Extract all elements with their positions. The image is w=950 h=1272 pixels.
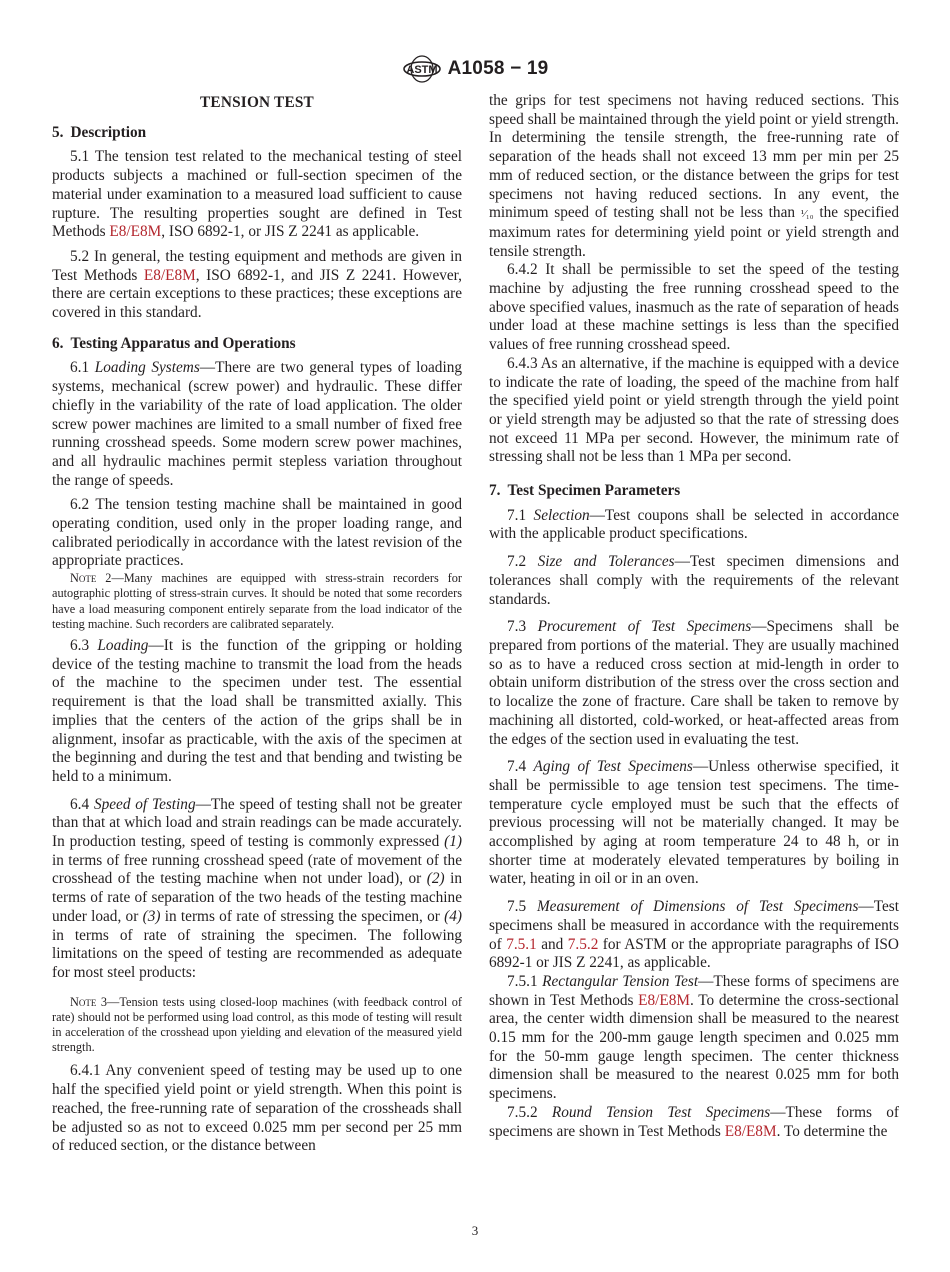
paragraph-7-2: 7.2 Size and Tolerances—Test specimen dimensions and tolerances shall comply with the requirements of the relevant standards. xyxy=(489,553,899,608)
paragraph-7-1: 7.1 Selection—Test coupons shall be selected in accordance with the applicable product specifications. xyxy=(489,506,899,543)
document-id: A1058 − 19 xyxy=(447,58,549,79)
paragraph-6-4-1: 6.4.1 Any convenient speed of testing may be used up to one half the specified yield point or yield strength. When this point is reached, the free-running rate of separation of the crossheads shall be adjusted so as not to exceed 0.025 mm per second per 25 mm of reduced section, or the distance between xyxy=(52,1062,462,1155)
page-number: 3 xyxy=(471,1223,479,1238)
paragraph-6-2: 6.2 The tension testing machine shall be maintained in good operating condition, used only in the proper loading range, and calibrated periodically in accordance with the latest revision of the appropriate practices. xyxy=(52,496,462,570)
paragraph-6-1: 6.1 Loading Systems—There are two general types of loading systems, mechanical (screw power) and hydraulic. These differ chiefly in the variability of the rate of load application. The older screw power machines are limited to a small number of fixed free running crosshead speeds. Some modern screw power machines, and all hydraulic machines permit stepless variation throughout the range of speeds. xyxy=(52,359,462,489)
right-column xyxy=(489,92,899,1141)
section-group-title: TENSION TEST xyxy=(200,94,314,111)
paragraph-6-4: 6.4 Speed of Testing—The speed of testing shall not be greater than that at which load and strain readings can be made accurately. In production testing, speed of testing is commonly expressed (1) in terms of free running crosshead speed (rate of movement of the crosshead of the testing machine when not under load), or (2) in terms of rate of separation of the two heads of the testing machine under load, or (3) in terms of rate of stressing the specimen, or (4) in terms of rate of straining the specimen. The following limitations on the speed of testing are recommended as adequate for most steel products: xyxy=(52,795,462,981)
paragraph-7-5-1: 7.5.1 Rectangular Tension Test—These forms of specimens are shown in Test Methods E8/E8M. To determine the cross-sectional area, the center width dimension shall be measured to the nearest 0.15 mm for the 200-mm gauge length specimen and 0.025 mm for the 50-mm gauge length specimen. The center thickness dimension shall be measured to the nearest 0.025 mm for both specimens. xyxy=(489,972,900,1103)
left-column xyxy=(52,92,462,1156)
link-7-5-1[interactable]: 7.5.1 xyxy=(506,935,537,953)
link-e8-e8m[interactable]: E8/E8M xyxy=(143,266,196,284)
paragraph-7-3: 7.3 Procurement of Test Specimens—Specimens shall be prepared from portions of the material. They are usually machined so as to have a reduced cross section at mid-length in order to obtain uniform distribution of the stress over the cross section and to localize the zone of fracture. Care shall be taken to remove by machining all distorted, cold-worked, or heat-affected areas from the edges of the section used in evaluating the test. xyxy=(489,618,899,748)
paragraph-5-1: 5.1 The tension test related to the mechanical testing of steel products subjects a machined or full-section specimen of the material under examination to a measured load sufficient to cause rupture. The resulting properties sought are defined in Test Methods E8/E8M, ISO 6892-1, or JIS Z 2241 as applicable. xyxy=(52,148,462,241)
astm-logo-icon xyxy=(402,54,442,84)
svg-text:ASTM: ASTM xyxy=(406,64,438,76)
paragraph-6-3: 6.3 Loading—It is the function of the gripping or holding device of the testing machine to transmit the load from the heads of the machine to the specimen under test. The essential requirement is that the load shall be transmitted axially. This implies that the centers of the action of the grips shall be in alignment, insofar as practicable, with the axis of the specimen at the beginning and during the test and that bending and twisting be held to a minimum. xyxy=(52,636,462,785)
link-7-5-2[interactable]: 7.5.2 xyxy=(567,935,599,953)
note-3: Note 3—Tension tests using closed-loop machines (with feedback control of rate) should not be performed using load control, as this mode of testing will result in acceleration of the crosshead upon yielding and elevation of the measured yield strength. xyxy=(52,994,462,1055)
note-2: Note 2—Many machines are equipped with stress-strain recorders for autographic plotting of stress-strain curves. It should be noted that some recorders have a load measuring component entirely separate from the load indicator of the testing machine. Such recorders are calibrated separately. xyxy=(52,571,462,631)
link-e8-e8m[interactable]: E8/E8M xyxy=(724,1122,777,1140)
paragraph-7-5-2: 7.5.2 Round Tension Test Specimens—These forms of specimens are shown in Test Methods E8/E8M. To determine the xyxy=(489,1103,899,1140)
paragraph-6-4-3: 6.4.3 As an alternative, if the machine is equipped with a device to indicate the rate of loading, the speed of the machine from half the specified yield point or yield strength through the yield point or yield strength may be adjusted so that the rate of stressing does not exceed 11 MPa per second. However, the minimum rate of stressing shall not be less than 1 MPa per second. xyxy=(489,354,899,466)
section-5-heading: 5. Description xyxy=(52,123,147,141)
section-6-heading: 6. Testing Apparatus and Operations xyxy=(52,334,296,352)
link-e8-e8m[interactable]: E8/E8M xyxy=(638,991,690,1009)
paragraph-5-2: 5.2 In general, the testing equipment and methods are given in Test Methods E8/E8M, ISO 6892-1, and JIS Z 2241. However, there are certain exceptions to these practices; these exceptions are covered in this standard. xyxy=(52,247,462,322)
paragraph-6-4-1-continued: the grips for test specimens not having reduced sections. This speed shall be maintained through the yield point or yield strength. In determining the tensile strength, the free-running rate of separation of the heads shall not exceed 13 mm per min per 25 mm of reduced section, or the distance between the grips for test specimens not having reduced sections. In any event, the minimum speed of testing shall not be less than ¹⁄₁₀ the specified maximum rates for determining yield point or yield strength and tensile strength. xyxy=(489,92,899,260)
paragraph-6-4-2: 6.4.2 It shall be permissible to set the speed of the testing machine by adjusting the free running crosshead speed to the above specified values, inasmuch as the rate of separation of heads under load at these machine settings is less than the specified values of free running crosshead speed. xyxy=(489,261,899,354)
document-header xyxy=(0,54,950,84)
section-7-heading: 7. Test Specimen Parameters xyxy=(489,482,681,500)
paragraph-7-4: 7.4 Aging of Test Specimens—Unless otherwise specified, it shall be permissible to age tension test specimens. The time-temperature cycle employed must be such that the effects of previous processing will not be materially changed. It may be accomplished by aging at room temperature 24 to 48 h, or in shorter time at moderately elevated temperatures by boiling in water, heating in oil or in an oven. xyxy=(489,758,899,888)
link-e8-e8m[interactable]: E8/E8M xyxy=(109,223,162,241)
paragraph-7-5: 7.5 Measurement of Dimensions of Test Specimens—Test specimens shall be measured in accordance with the requirements of 7.5.1 and 7.5.2 for ASTM or the appropriate paragraphs of ISO 6892-1 or JIS Z 2241, as applicable. xyxy=(489,898,899,972)
